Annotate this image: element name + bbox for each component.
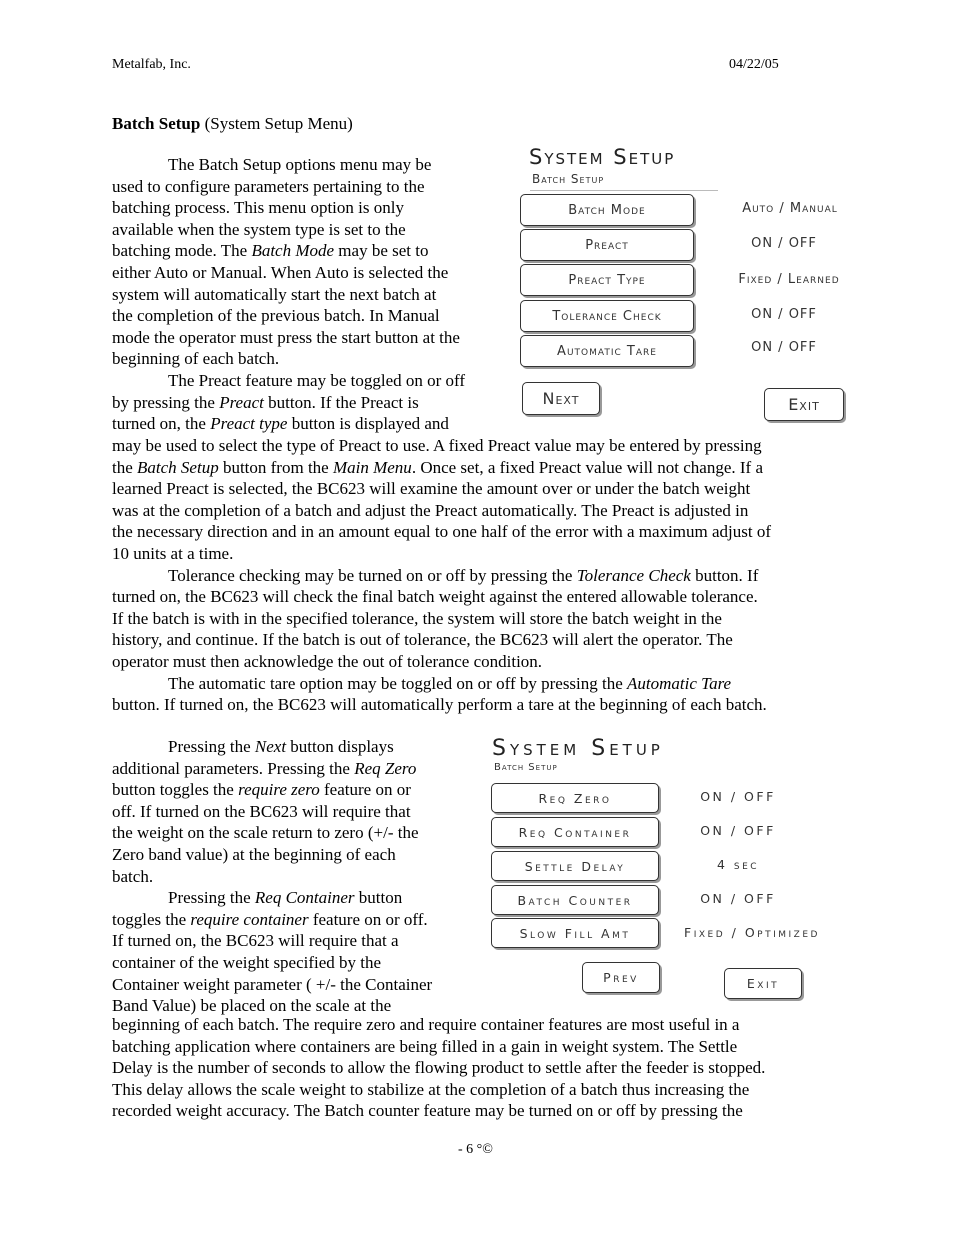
text-line: batching process. This menu option is only: [112, 198, 404, 218]
prev-button[interactable]: Prev: [582, 962, 660, 993]
paragraph-settle-delay: [112, 1014, 872, 1122]
req-container-value: ON / OFF: [700, 823, 776, 838]
term-require-container: require container: [190, 909, 309, 929]
settle-delay-button[interactable]: Settle Delay: [491, 851, 659, 881]
next-button[interactable]: Next: [522, 382, 600, 415]
text-line: The Batch Setup options menu may be: [168, 155, 432, 174]
exit-button-2[interactable]: Exit: [724, 968, 802, 999]
text-line: batch.: [112, 866, 154, 886]
text-line: Zero band value) at the beginning of each: [112, 844, 396, 864]
text-line: Tolerance checking may be turned on or off by pressing the Tolerance Check button. If: [168, 565, 759, 585]
term-req-zero: Req Zero: [354, 758, 417, 778]
slow-fill-amt-value: Fixed / Optimized: [684, 925, 820, 940]
term-req-container: Req Container: [254, 888, 355, 908]
text-line: learned Preact is selected, the BC623 will examine the amount over or under the batch weight: [112, 479, 751, 499]
text-line: Pressing the Next button displays: [168, 737, 394, 756]
text-line: used to configure parameters pertaining to the: [112, 176, 425, 196]
screen2-subtitle: Batch Setup: [494, 762, 558, 773]
text-line: batching mode. The Batch Mode may be set to: [112, 241, 429, 261]
text-line: If the batch is with in the specified tolerance, the system will store the batch weight in the: [112, 608, 722, 628]
paragraph-preact-tolerance: [112, 435, 872, 716]
settle-delay-value: 4 sec: [716, 857, 760, 872]
text-line: Pressing the Req Container button: [168, 888, 403, 908]
text-line: off. If turned on the BC623 will require that: [112, 801, 411, 821]
text-line: may be used to select the type of Preact to use. A fixed Preact value may be entered by pressing: [112, 436, 762, 455]
batch-mode-value: Auto / Manual: [742, 201, 838, 216]
term-batch-mode: Batch Mode: [251, 241, 335, 261]
text-line: additional parameters. Pressing the Req Zero: [112, 758, 417, 778]
text-line: Band Value) be placed on the scale at the: [112, 996, 392, 1016]
term-next: Next: [254, 737, 287, 756]
tolerance-check-button[interactable]: Tolerance Check: [520, 300, 694, 332]
term-automatic-tare: Automatic Tare: [627, 673, 732, 693]
text-line: Container weight parameter ( +/- the Container: [112, 974, 433, 994]
screen2-title: System Setup: [492, 736, 664, 761]
text-line: beginning of each batch.: [112, 349, 280, 369]
term-main-menu: Main Menu: [332, 457, 412, 477]
automatic-tare-button[interactable]: Automatic Tare: [520, 335, 694, 367]
section-heading: [112, 113, 353, 135]
slow-fill-amt-button[interactable]: Slow Fill Amt: [491, 918, 659, 948]
term-preact-type: Preact type: [210, 414, 288, 434]
preact-value: ON / OFF: [751, 236, 817, 251]
preact-type-value: Fixed / Learned: [738, 272, 840, 287]
text-line: Delay is the number of seconds to allow the flowing product to settle after the feeder is stopped.: [112, 1058, 766, 1078]
automatic-tare-value: ON / OFF: [751, 340, 817, 355]
req-zero-value: ON / OFF: [700, 789, 776, 804]
header-date: 04/22/05: [729, 57, 779, 72]
text-line: turned on, the BC623 will check the final batch weight against the entered allowable tolerance.: [112, 587, 758, 607]
tolerance-check-value: ON / OFF: [751, 307, 817, 322]
req-container-button[interactable]: Req Container: [491, 817, 659, 847]
text-line: beginning of each batch. The require zero and require container features are most useful in a: [112, 1015, 740, 1034]
text-line: 10 units at a time.: [112, 543, 234, 563]
text-line: recorded weight accuracy. The Batch counter feature may be turned on or off by pressing the: [112, 1101, 743, 1121]
text-line: the weight on the scale return to zero (+/- the: [112, 823, 419, 843]
header-company: Metalfab, Inc.: [112, 57, 191, 72]
batch-mode-button[interactable]: Batch Mode: [520, 194, 694, 226]
text-line: operator must then acknowledge the out of tolerance condition.: [112, 651, 543, 671]
text-line: either Auto or Manual. When Auto is selected the: [112, 262, 449, 282]
section-title: Batch Setup: [112, 114, 201, 133]
term-tolerance-check: Tolerance Check: [576, 565, 691, 585]
text-line: If turned on, the BC623 will require that a: [112, 931, 399, 951]
text-line: the necessary direction and in an amount equal to one half of the error with a maximum adjust of: [112, 522, 772, 542]
text-line: The Preact feature may be toggled on or off: [168, 370, 466, 390]
text-line: history, and continue. If the batch is out of tolerance, the BC623 will alert the operator. The: [112, 630, 733, 650]
text-line: available when the system type is set to the: [112, 219, 406, 239]
text-line: button toggles the require zero feature on or: [112, 780, 411, 800]
text-line: button. If turned on, the BC623 will automatically perform a tare at the beginning of each batch.: [112, 695, 767, 715]
batch-counter-value: ON / OFF: [700, 891, 776, 906]
text-line: This delay allows the scale weight to stabilize at the completion of a batch thus increasing the: [112, 1079, 750, 1099]
term-preact: Preact: [219, 392, 264, 412]
text-line: container of the weight specified by the: [112, 952, 382, 972]
preact-type-button[interactable]: Preact Type: [520, 264, 694, 296]
req-zero-button[interactable]: Req Zero: [491, 783, 659, 813]
text-line: turned on, the Preact type button is displayed and: [112, 414, 449, 434]
paragraph-batch-setup: [112, 154, 504, 435]
screen1-title: System Setup: [529, 145, 676, 169]
term-require-zero: require zero: [238, 780, 320, 800]
text-line: the Batch Setup button from the Main Menu. Once set, a fixed Preact value will not change. If a: [112, 457, 764, 477]
section-subtitle: (System Setup Menu): [200, 114, 353, 133]
text-line: batching application where containers are being filled in a gain in weight system. The Settle: [112, 1036, 738, 1056]
exit-button[interactable]: Exit: [764, 388, 844, 421]
page-number: - 6 °©: [458, 1142, 493, 1157]
text-line: system will automatically start the next batch at: [112, 284, 437, 304]
paragraph-next-req: [112, 736, 472, 1017]
text-line: mode the operator must press the start button at the: [112, 327, 460, 347]
screen1-divider: [530, 190, 718, 191]
batch-counter-button[interactable]: Batch Counter: [491, 885, 659, 915]
term-batch-setup: Batch Setup: [137, 457, 219, 477]
preact-button[interactable]: Preact: [520, 229, 694, 261]
screen1-subtitle: Batch Setup: [532, 172, 605, 186]
text-line: the completion of the previous batch. In Manual: [112, 306, 440, 326]
text-line: was at the completion of a batch and adjust the Preact automatically. The Preact is adjusted in: [112, 500, 749, 520]
text-line: The automatic tare option may be toggled on or off by pressing the Automatic Tare: [168, 673, 732, 693]
text-line: by pressing the Preact button. If the Preact is: [112, 392, 419, 412]
text-line: toggles the require container feature on or off.: [112, 909, 428, 929]
